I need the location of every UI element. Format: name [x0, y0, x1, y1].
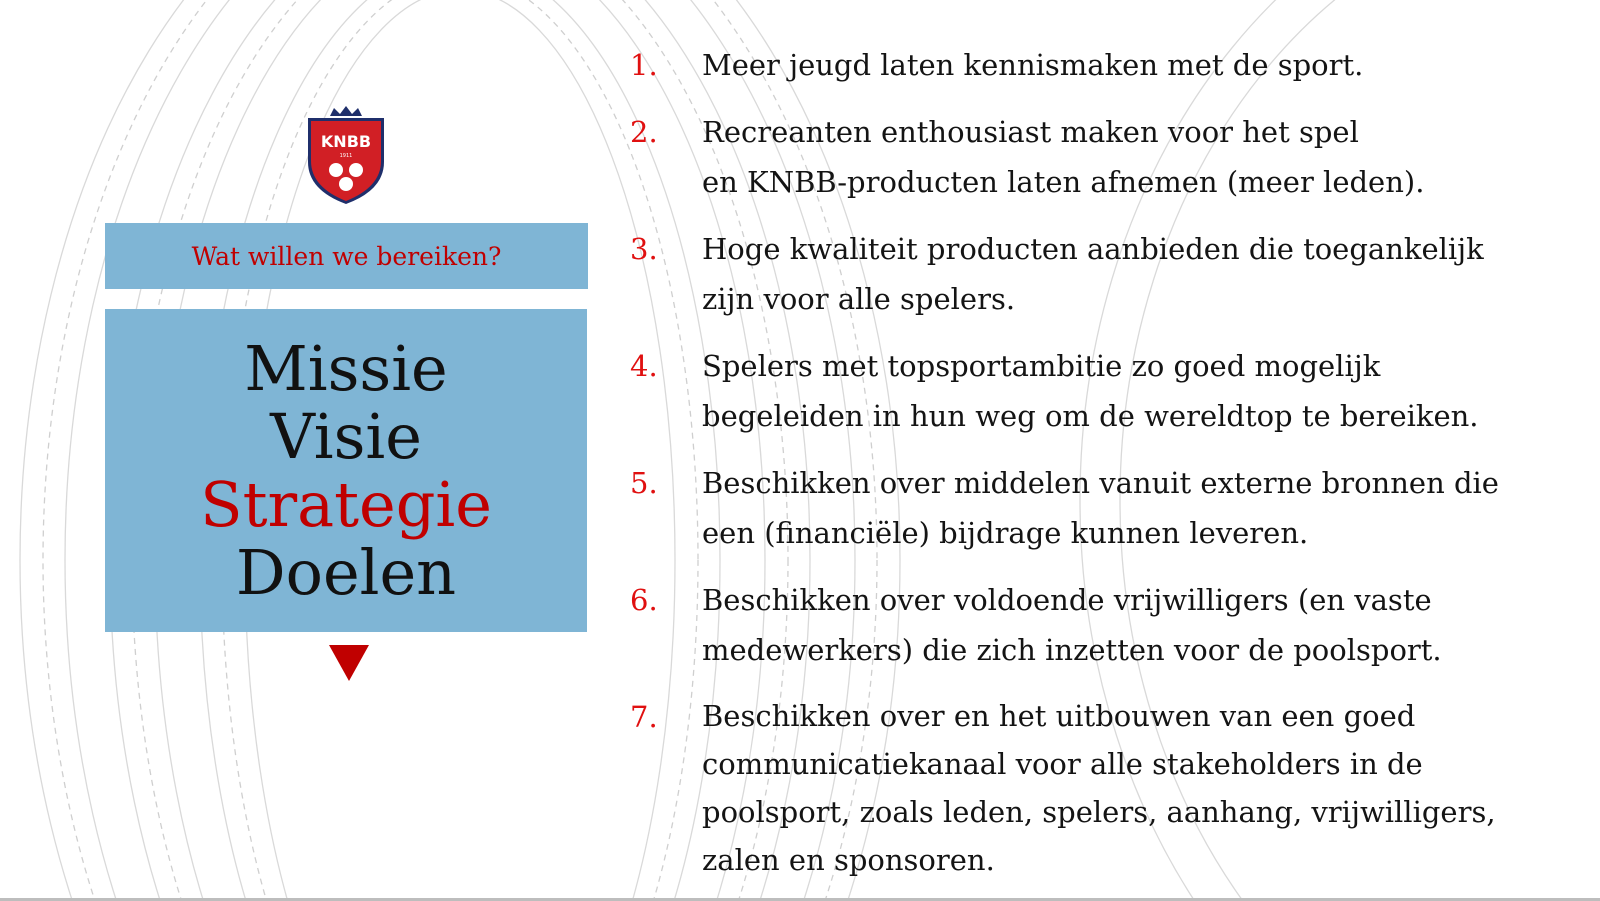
goal-text: Meer jeugd laten kennismaken met de sport.: [702, 48, 1364, 82]
title-line: Visie: [270, 399, 422, 473]
goal-number: 7.: [630, 700, 658, 734]
goal-item: [630, 458, 1560, 558]
goal-number: 4.: [630, 349, 658, 383]
title-line: Doelen: [235, 535, 457, 609]
goal-item: [630, 575, 1560, 675]
title-block: [105, 309, 587, 632]
goal-text: Recreanten enthousiast maken voor het spel en KNBB-producten laten afnemen (meer leden).: [702, 115, 1425, 199]
goal-item: [630, 341, 1560, 441]
goal-text: Beschikken over en het uitbouwen van een goed communicatiekanaal voor alle stakeholders in de poolsport, zoals leden, spelers, aanhang, vrijwilligers, zalen en sponsoren.: [702, 699, 1496, 877]
title-line-highlighted: Strategie: [200, 467, 492, 541]
logo-year: 1911: [339, 153, 353, 159]
goal-text: Spelers met topsportambitie zo goed mogelijk begeleiden in hun weg om de wereldtop te bereiken.: [702, 349, 1479, 433]
goal-number: 1.: [630, 48, 658, 82]
goal-text: Beschikken over middelen vanuit externe bronnen die een (financiële) bijdrage kunnen leveren.: [702, 466, 1499, 550]
down-arrow-icon: [329, 645, 369, 681]
goal-item: [630, 692, 1560, 884]
goal-text: Hoge kwaliteit producten aanbieden die toegankelijk zijn voor alle spelers.: [702, 232, 1484, 316]
goal-item: [630, 40, 1560, 90]
knbb-logo: [300, 104, 392, 206]
goal-number: 2.: [630, 115, 658, 149]
goal-text: Beschikken over voldoende vrijwilligers (en vaste medewerkers) die zich inzetten voor de poolsport.: [702, 583, 1442, 667]
goal-item: [630, 224, 1560, 324]
question-banner: [105, 223, 588, 289]
goal-number: 3.: [630, 232, 658, 266]
question-text: Wat willen we bereiken?: [191, 241, 502, 271]
logo-text: KNBB: [320, 132, 372, 151]
goal-number: 6.: [630, 583, 658, 617]
goal-item: [630, 107, 1560, 207]
title-line: Missie: [244, 331, 448, 405]
goal-number: 5.: [630, 466, 658, 500]
goals-list: [630, 40, 1560, 901]
